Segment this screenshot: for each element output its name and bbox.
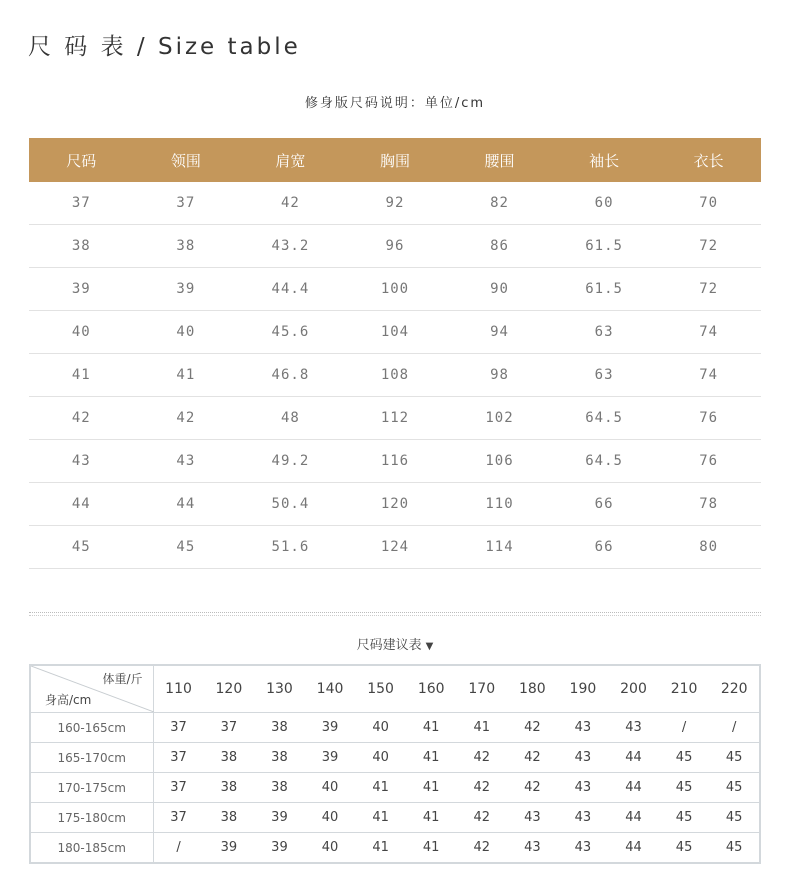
recommended-size-cell: 45: [659, 833, 710, 864]
table-row: [29, 268, 761, 311]
weight-header: 220: [709, 665, 760, 713]
recommended-size-cell: 38: [204, 743, 255, 773]
recommended-size-cell: 43: [558, 713, 609, 743]
table-cell: 44: [29, 483, 134, 526]
recommended-size-cell: 45: [709, 803, 760, 833]
recommended-size-cell: 38: [204, 803, 255, 833]
recommended-size-cell: 44: [608, 833, 659, 864]
size-table: [29, 138, 761, 569]
table-cell: 49.2: [238, 440, 343, 483]
recommended-size-cell: 42: [507, 773, 558, 803]
height-range-label: 175-180cm: [30, 803, 153, 833]
table-cell: 116: [343, 440, 448, 483]
recommended-size-cell: 38: [254, 773, 305, 803]
table-cell: 42: [134, 397, 239, 440]
table-cell: 104: [343, 311, 448, 354]
table-cell: 38: [29, 225, 134, 268]
weight-header: 120: [204, 665, 255, 713]
recommended-size-cell: 41: [355, 803, 406, 833]
recommended-size-cell: 40: [305, 833, 356, 864]
table-cell: 44: [134, 483, 239, 526]
table-cell: 41: [134, 354, 239, 397]
recommended-size-cell: 45: [659, 773, 710, 803]
table-cell: 37: [134, 182, 239, 225]
table-cell: 72: [656, 268, 761, 311]
recommended-size-cell: 41: [406, 803, 457, 833]
column-header: 腰围: [447, 138, 552, 182]
table-cell: 76: [656, 397, 761, 440]
table-cell: 70: [656, 182, 761, 225]
height-range-label: 160-165cm: [30, 713, 153, 743]
size-table-body: [29, 182, 761, 569]
table-cell: 42: [238, 182, 343, 225]
table-row: [29, 483, 761, 526]
recommended-size-cell: 41: [355, 773, 406, 803]
column-header: 领围: [134, 138, 239, 182]
recommended-size-cell: 43: [507, 833, 558, 864]
height-range-label: 180-185cm: [30, 833, 153, 864]
table-cell: 108: [343, 354, 448, 397]
recommended-size-cell: 42: [456, 803, 507, 833]
column-header: 衣长: [656, 138, 761, 182]
recommended-size-cell: 44: [608, 803, 659, 833]
recommended-size-cell: 43: [608, 713, 659, 743]
weight-header: 170: [456, 665, 507, 713]
weight-header: 150: [355, 665, 406, 713]
recommended-size-cell: 45: [709, 833, 760, 864]
table-cell: 44.4: [238, 268, 343, 311]
recommended-size-cell: 41: [406, 833, 457, 864]
table-cell: 120: [343, 483, 448, 526]
table-cell: 92: [343, 182, 448, 225]
height-axis-label: 身高/cm: [45, 693, 92, 707]
table-cell: 46.8: [238, 354, 343, 397]
recommended-size-cell: 39: [204, 833, 255, 864]
table-cell: 50.4: [238, 483, 343, 526]
table-cell: 98: [447, 354, 552, 397]
weight-header: 180: [507, 665, 558, 713]
recommended-size-cell: 41: [406, 713, 457, 743]
table-cell: 43.2: [238, 225, 343, 268]
recommended-size-cell: 37: [153, 743, 204, 773]
table-cell: 114: [447, 526, 552, 569]
recommended-size-cell: 37: [153, 773, 204, 803]
table-cell: 48: [238, 397, 343, 440]
table-cell: 60: [552, 182, 657, 225]
table-cell: 39: [29, 268, 134, 311]
recommendation-table: [29, 664, 761, 864]
recommended-size-cell: 39: [254, 833, 305, 864]
table-cell: 43: [134, 440, 239, 483]
recommended-size-cell: 40: [305, 803, 356, 833]
table-cell: 61.5: [552, 268, 657, 311]
dotted-divider: [29, 615, 761, 616]
recommended-size-cell: 39: [254, 803, 305, 833]
recommended-size-cell: 42: [507, 713, 558, 743]
recommended-size-cell: 42: [456, 773, 507, 803]
table-cell: 74: [656, 354, 761, 397]
recommended-size-cell: 45: [709, 773, 760, 803]
recommended-size-cell: 38: [254, 743, 305, 773]
recommended-size-cell: 38: [254, 713, 305, 743]
table-cell: 38: [134, 225, 239, 268]
table-row: [30, 833, 760, 864]
recommended-size-cell: 42: [456, 743, 507, 773]
recommended-size-cell: 40: [355, 743, 406, 773]
table-cell: 112: [343, 397, 448, 440]
table-cell: 45: [134, 526, 239, 569]
table-cell: 40: [134, 311, 239, 354]
recommended-size-cell: 41: [355, 833, 406, 864]
triangle-down-icon: ▼: [425, 641, 434, 652]
table-cell: 72: [656, 225, 761, 268]
table-row: [29, 354, 761, 397]
table-cell: 90: [447, 268, 552, 311]
weight-header: 160: [406, 665, 457, 713]
table-row: [29, 526, 761, 569]
table-cell: 61.5: [552, 225, 657, 268]
recommended-size-cell: 39: [305, 743, 356, 773]
recommended-size-cell: 41: [406, 773, 457, 803]
weight-header: 130: [254, 665, 305, 713]
recommended-size-cell: 44: [608, 743, 659, 773]
table-cell: 63: [552, 354, 657, 397]
recommendation-header-row: [30, 665, 760, 713]
height-range-label: 165-170cm: [30, 743, 153, 773]
weight-axis-label: 体重/斤: [102, 672, 143, 686]
table-cell: 40: [29, 311, 134, 354]
weight-header: 190: [558, 665, 609, 713]
table-cell: 106: [447, 440, 552, 483]
recommended-size-cell: /: [709, 713, 760, 743]
weight-header: 200: [608, 665, 659, 713]
recommended-size-cell: 43: [558, 773, 609, 803]
table-row: [29, 182, 761, 225]
recommended-size-cell: 45: [659, 743, 710, 773]
table-cell: 42: [29, 397, 134, 440]
recommended-size-cell: 41: [456, 713, 507, 743]
table-cell: 39: [134, 268, 239, 311]
recommended-size-cell: 43: [558, 803, 609, 833]
column-header: 胸围: [343, 138, 448, 182]
weight-header: 140: [305, 665, 356, 713]
recommended-size-cell: 42: [456, 833, 507, 864]
table-cell: 64.5: [552, 440, 657, 483]
recommended-size-cell: 45: [659, 803, 710, 833]
recommended-size-cell: 37: [153, 803, 204, 833]
table-cell: 94: [447, 311, 552, 354]
table-cell: 80: [656, 526, 761, 569]
table-cell: 45: [29, 526, 134, 569]
table-cell: 110: [447, 483, 552, 526]
recommended-size-cell: 44: [608, 773, 659, 803]
size-table-header-row: [29, 138, 761, 182]
height-range-label: 170-175cm: [30, 773, 153, 803]
table-cell: 74: [656, 311, 761, 354]
dotted-divider: [29, 612, 761, 613]
recommendation-title-text: 尺码建议表: [356, 638, 422, 653]
table-cell: 82: [447, 182, 552, 225]
table-row: [29, 440, 761, 483]
table-cell: 45.6: [238, 311, 343, 354]
column-header: 肩宽: [238, 138, 343, 182]
table-cell: 66: [552, 526, 657, 569]
table-row: [30, 713, 760, 743]
recommended-size-cell: /: [153, 833, 204, 864]
page-title: 尺 码 表 / Size table: [28, 34, 301, 60]
table-cell: 41: [29, 354, 134, 397]
recommended-size-cell: 40: [355, 713, 406, 743]
recommendation-table-body: [30, 713, 760, 864]
table-cell: 43: [29, 440, 134, 483]
table-cell: 63: [552, 311, 657, 354]
table-cell: 86: [447, 225, 552, 268]
table-cell: 124: [343, 526, 448, 569]
recommended-size-cell: 45: [709, 743, 760, 773]
recommended-size-cell: 43: [507, 803, 558, 833]
recommended-size-cell: 43: [558, 833, 609, 864]
table-cell: 66: [552, 483, 657, 526]
table-row: [30, 803, 760, 833]
table-cell: 102: [447, 397, 552, 440]
table-cell: 100: [343, 268, 448, 311]
recommended-size-cell: 43: [558, 743, 609, 773]
table-cell: 96: [343, 225, 448, 268]
table-row: [29, 311, 761, 354]
recommended-size-cell: 37: [153, 713, 204, 743]
table-row: [30, 743, 760, 773]
weight-header: 110: [153, 665, 204, 713]
recommended-size-cell: 39: [305, 713, 356, 743]
recommended-size-cell: /: [659, 713, 710, 743]
table-cell: 51.6: [238, 526, 343, 569]
table-cell: 37: [29, 182, 134, 225]
recommended-size-cell: 42: [507, 743, 558, 773]
recommended-size-cell: 37: [204, 713, 255, 743]
recommended-size-cell: 40: [305, 773, 356, 803]
table-cell: 78: [656, 483, 761, 526]
column-header: 尺码: [29, 138, 134, 182]
recommended-size-cell: 41: [406, 743, 457, 773]
column-header: 袖长: [552, 138, 657, 182]
weight-header: 210: [659, 665, 710, 713]
table-row: [29, 397, 761, 440]
corner-cell: [30, 665, 153, 713]
recommendation-title: [0, 634, 790, 653]
recommended-size-cell: 38: [204, 773, 255, 803]
table-cell: 76: [656, 440, 761, 483]
size-table-subtitle: 修身版尺码说明：单位/cm: [304, 96, 486, 111]
table-row: [30, 773, 760, 803]
table-cell: 64.5: [552, 397, 657, 440]
table-row: [29, 225, 761, 268]
